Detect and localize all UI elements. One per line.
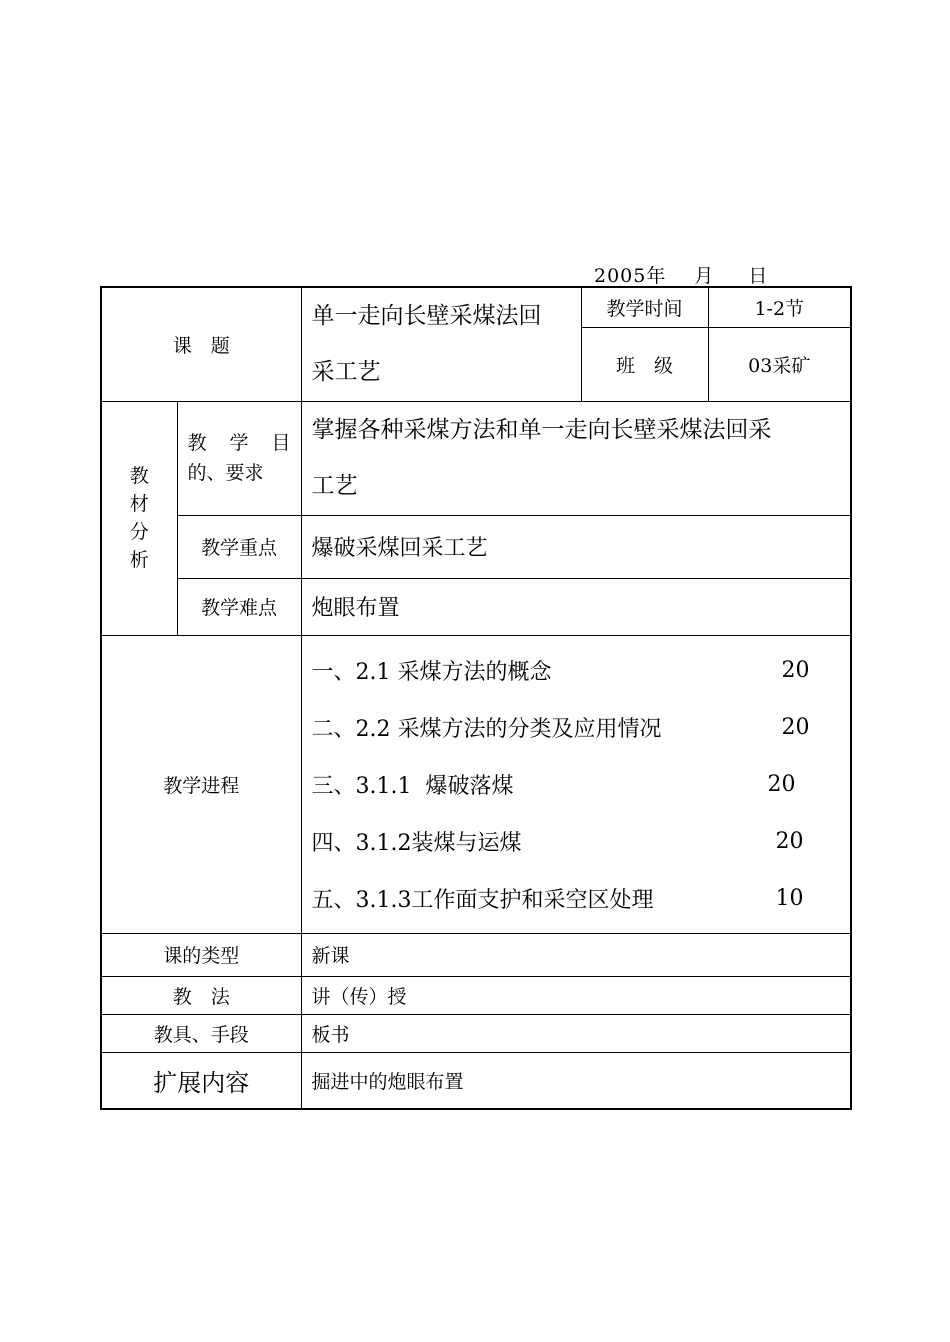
analysis-char: 析 [129, 549, 149, 571]
analysis-label [101, 401, 177, 635]
goal-label-line-2: 的、要求 [187, 462, 264, 484]
progress-item-minutes: 20 [767, 771, 796, 797]
progress-item [312, 870, 851, 927]
extension-value: 掘进中的炮眼布置 [301, 1052, 851, 1109]
progress-item-text: 二、2.2 采煤方法的分类及应用情况 [311, 716, 662, 742]
goal-line-2: 工艺 [311, 473, 358, 499]
extension-label: 扩展内容 [101, 1052, 301, 1109]
difficulty-label: 教学难点 [177, 578, 301, 635]
progress-item-minutes: 20 [781, 714, 810, 740]
topic-label: 课 题 [101, 287, 301, 401]
key-point-value: 爆破采煤回采工艺 [301, 515, 851, 578]
progress-item-minutes: 10 [775, 885, 804, 911]
progress-item-text: 五、3.1.3工作面支护和采空区处理 [311, 887, 654, 913]
progress-item-minutes: 20 [781, 657, 810, 683]
progress-item [312, 756, 851, 813]
lesson-type-value: 新课 [301, 933, 851, 976]
analysis-char: 教 [129, 465, 149, 487]
tools-label: 教具、手段 [101, 1014, 301, 1052]
date-day: 日 [748, 265, 769, 287]
method-value: 讲（传）授 [301, 976, 851, 1014]
difficulty-value: 炮眼布置 [301, 578, 851, 635]
goal-label [177, 401, 301, 515]
analysis-char: 材 [129, 493, 149, 515]
progress-item [312, 642, 851, 699]
lesson-type-label: 课的类型 [101, 933, 301, 976]
date-line [594, 261, 768, 288]
goal-line-1: 掌握各种采煤方法和单一走向长壁采煤法回采 [311, 417, 772, 443]
progress-label: 教学进程 [101, 635, 301, 933]
class-value: 03采矿 [708, 327, 851, 401]
goal-label-char: 教 [187, 432, 207, 454]
goal-label-char: 学 [229, 432, 249, 454]
goal-value [301, 401, 851, 515]
analysis-char: 分 [129, 521, 149, 543]
date-year: 2005年 [594, 265, 667, 287]
progress-item-text: 一、2.1 采煤方法的概念 [311, 659, 552, 685]
key-point-label: 教学重点 [177, 515, 301, 578]
topic-value [301, 287, 581, 401]
lesson-plan-table [100, 286, 852, 1110]
date-month: 月 [694, 265, 715, 287]
progress-item-minutes: 20 [775, 828, 804, 854]
progress-item-text: 三、3.1.1 爆破落煤 [311, 773, 514, 799]
topic-line-1: 单一走向长壁采煤法回 [311, 303, 542, 330]
progress-list [301, 635, 851, 933]
teaching-time-value: 1-2节 [708, 287, 851, 327]
goal-label-char: 目 [271, 432, 291, 454]
teaching-time-label: 教学时间 [581, 287, 708, 327]
tools-value: 板书 [301, 1014, 851, 1052]
progress-item [312, 813, 851, 870]
progress-item-text: 四、3.1.2装煤与运煤 [311, 830, 522, 856]
class-label: 班 级 [581, 327, 708, 401]
method-label: 教 法 [101, 976, 301, 1014]
progress-item [312, 699, 851, 756]
topic-line-2: 采工艺 [311, 359, 381, 386]
